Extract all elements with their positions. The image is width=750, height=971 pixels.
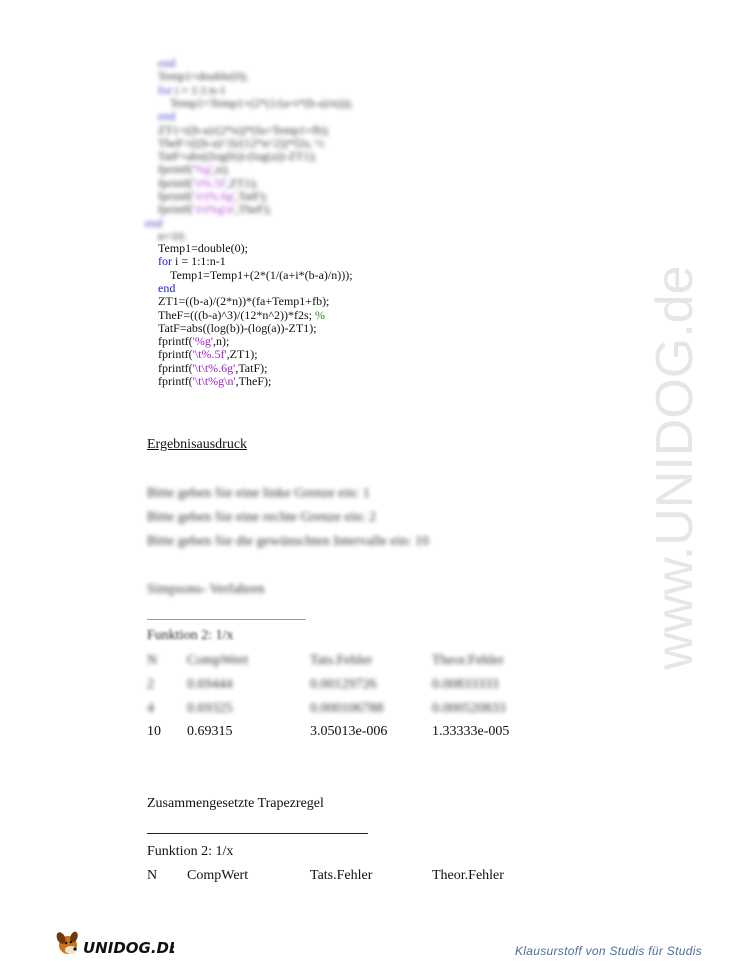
- code-text: TatF=abs((log(b))-(log(a))-ZT1);: [158, 149, 317, 164]
- watermark-text: www.UNIDOG.de: [646, 265, 704, 670]
- table-cell-compwert: 0.69315: [187, 724, 233, 739]
- code-text: fprintf(: [158, 374, 193, 388]
- table-header-compwert: CompWert: [187, 653, 249, 668]
- table-cell: 0.000106788: [310, 701, 384, 716]
- code-text: Temp1=double(0);: [158, 241, 248, 255]
- code-text: ,n);: [212, 334, 230, 349]
- funktion-label: Funktion 2: 1/x: [147, 628, 234, 643]
- code-line: [158, 309, 325, 322]
- code-line: [158, 335, 229, 348]
- code-line: [158, 70, 248, 83]
- code-line: [145, 217, 162, 230]
- code-line: [158, 84, 226, 97]
- code-line: [158, 242, 248, 255]
- code-text: ,ZT1);: [226, 175, 258, 190]
- code-line: [158, 163, 229, 176]
- divider: [147, 833, 368, 834]
- code-line: [158, 362, 267, 375]
- code-string: '\t\t%g\n': [192, 374, 236, 388]
- code-line: [158, 282, 175, 295]
- table-header-tats-fehler: Tats.Fehler: [310, 653, 373, 668]
- section-title-simpson: Simpsons- Verfahren: [147, 582, 265, 597]
- code-keyword: for: [158, 82, 172, 97]
- code-text: i = 1:1:n-1: [172, 254, 226, 269]
- code-line: [158, 177, 258, 190]
- code-text: TheF=(((b-a)^3)/(12*n^2))*f2s;: [158, 307, 315, 322]
- code-text: n=10;: [158, 228, 187, 243]
- table-header-n: N: [147, 868, 158, 883]
- code-line: [158, 150, 317, 163]
- code-text: fprintf(: [158, 347, 193, 362]
- table-cell: 0.00833333: [432, 677, 499, 692]
- footer-tagline: Klausurstoff von Studis für Studis: [515, 944, 702, 958]
- code-string: '\t\t%.6g': [192, 360, 236, 375]
- table-header-theor-fehler: Theor.Fehler: [432, 868, 504, 883]
- code-line: [158, 203, 271, 216]
- table-cell: 0.69325: [187, 701, 233, 716]
- code-text: Temp1=Temp1+(2*(1/(a+i*(b-a)/n)));: [170, 95, 353, 110]
- divider: [147, 619, 306, 620]
- code-text: ,n);: [212, 162, 230, 177]
- code-line: [158, 190, 267, 203]
- code-text: fprintf(: [158, 175, 193, 190]
- code-text: Temp1=double(0);: [158, 69, 248, 84]
- table-cell-n: 10: [147, 724, 161, 739]
- code-text: fprintf(: [158, 202, 193, 217]
- code-text: fprintf(: [158, 162, 193, 177]
- code-line: [158, 255, 226, 268]
- funktion-label: Funktion 2: 1/x: [147, 844, 234, 859]
- code-text: TatF=abs((log(b))-(log(a))-ZT1);: [158, 320, 317, 335]
- code-text: ZT1=((b-a)/(2*n))*(fa+Temp1+fb);: [158, 122, 330, 137]
- code-text: ,TatF);: [235, 360, 268, 375]
- code-keyword: end: [158, 109, 176, 124]
- prompt-line: Bitte geben Sie die gewünschten Intervalle ein: 10: [147, 534, 429, 549]
- code-line: [158, 295, 329, 308]
- code-line: [158, 375, 271, 388]
- code-string: '\t\t%g\n': [192, 202, 236, 217]
- watermark-graphic: [610, 210, 730, 680]
- code-text: fprintf(: [158, 360, 193, 375]
- code-text: Temp1=Temp1+(2*(1/(a+i*(b-a)/n)));: [170, 267, 353, 282]
- table-header-theor-fehler: Theor.Fehler: [432, 653, 504, 668]
- footer-brand-text: UNIDOG.DE: [83, 939, 174, 957]
- table-cell: 0.00129726: [310, 677, 377, 692]
- table-header-compwert: CompWert: [187, 868, 249, 883]
- code-line: [170, 269, 353, 282]
- code-keyword: end: [145, 215, 163, 230]
- prompt-line: Bitte geben Sie eine rechte Grenze ein: 2: [147, 510, 376, 525]
- code-keyword: end: [158, 280, 176, 295]
- code-text: ,TheF);: [235, 374, 272, 388]
- code-keyword: end: [158, 56, 176, 70]
- table-cell-tats-fehler: 3.05013e-006: [310, 724, 388, 739]
- code-line: [170, 97, 353, 110]
- code-line: [158, 322, 317, 335]
- section-title-trapezregel: Zusammengesetzte Trapezregel: [147, 796, 324, 811]
- table-cell: 2: [147, 677, 154, 692]
- code-text: ,ZT1);: [226, 347, 258, 362]
- code-line: [158, 110, 175, 123]
- code-line: [158, 124, 329, 137]
- code-string: '\t\t%.6g': [192, 189, 236, 203]
- table-header-n: N: [147, 653, 158, 668]
- code-line: [158, 137, 325, 150]
- code-string: '\t%.5f': [192, 347, 227, 362]
- code-text: fprintf(: [158, 334, 193, 349]
- watermark-unidog: [610, 210, 730, 680]
- prompt-line: Bitte geben Sie eine linke Grenze ein: 1: [147, 486, 370, 501]
- table-cell: 0.69444: [187, 677, 233, 692]
- section-heading-ergebnisausdruck: Ergebnisausdruck: [147, 437, 248, 452]
- table-cell: 4: [147, 701, 154, 716]
- code-string: '\t%.5f': [192, 175, 227, 190]
- table-cell-theor-fehler: 1.33333e-005: [432, 724, 510, 739]
- code-text: ZT1=((b-a)/(2*n))*(fa+Temp1+fb);: [158, 294, 330, 309]
- table-header-tats-fehler: Tats.Fehler: [310, 868, 373, 883]
- footer-logo: [54, 928, 174, 967]
- table-cell: 0.000520833: [432, 701, 506, 716]
- dog-logo-icon: [54, 928, 174, 962]
- code-comment: %: [314, 307, 325, 322]
- code-string: '%g': [192, 334, 213, 349]
- code-line: [158, 348, 258, 361]
- code-keyword: for: [158, 254, 172, 269]
- code-text: ,TheF);: [235, 202, 272, 217]
- code-text: i = 1:1:n-1: [172, 82, 226, 97]
- code-comment: %: [314, 135, 325, 150]
- code-text: ,TatF);: [235, 189, 268, 203]
- code-line: [158, 57, 175, 70]
- code-text: fprintf(: [158, 189, 193, 203]
- code-text: TheF=(((b-a)^3)/(12*n^2))*f2s;: [158, 135, 315, 150]
- code-string: '%g': [192, 162, 213, 177]
